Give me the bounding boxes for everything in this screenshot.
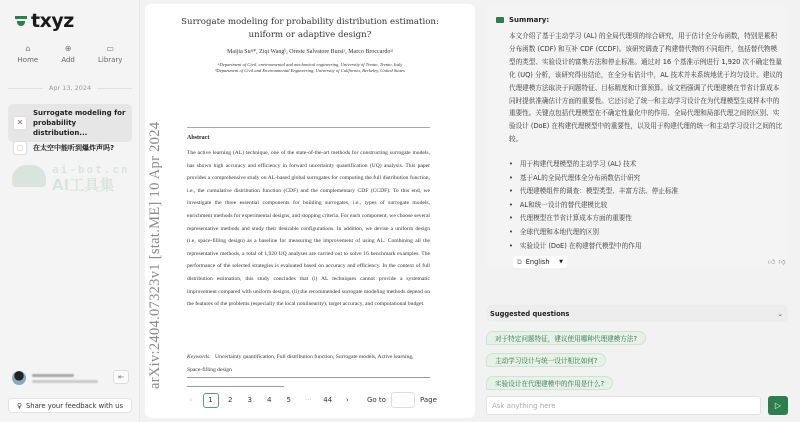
page-3[interactable]: 3 (247, 396, 252, 404)
logo-icon (15, 16, 27, 26)
redacted-user-info (32, 374, 98, 383)
suggested-question[interactable]: 主动学习设计与统一设计相比如何? (486, 353, 606, 367)
nav-library[interactable]: ▭ Library (97, 44, 123, 64)
sidebar-nav (0, 44, 140, 64)
divider (187, 127, 430, 128)
feedback-thumbs (768, 257, 785, 266)
chat-icon: ◌ (13, 141, 27, 155)
chevron-down-icon: ⌄ (777, 309, 783, 318)
prev-page-button[interactable]: ‹ (189, 396, 193, 404)
watermark-logo-icon (12, 165, 46, 187)
plus-circle-icon: ⊕ (64, 44, 72, 53)
lightbulb-icon: ♀ (16, 401, 22, 410)
nav-home[interactable]: ⌂ Home (17, 44, 39, 64)
nav-add[interactable]: ⊕ Add (61, 44, 75, 64)
chat-input[interactable] (486, 396, 761, 415)
pdf-viewer (145, 4, 475, 418)
home-icon: ⌂ (25, 44, 31, 53)
send-icon: ▷ (774, 401, 782, 410)
keywords: Keywords: Uncertainty quantification, Full distribution function, Surrogate models, Active learning, Space-filling design (187, 354, 414, 373)
arxiv-stamp: arXiv:2404.07323v1 [stat.ME] 10 Apr 2024 (147, 121, 163, 389)
caret-down-icon: ▼ (559, 259, 563, 265)
suggested-questions-header[interactable]: Suggested questions ⌄ (486, 305, 788, 322)
footnote-rule (187, 386, 284, 387)
summary-text: 本文介绍了基于主动学习 (AL) 的全局代理项的综合研究，用于估计全分布函数，特别是累积分布函数 (CDF) 和互补 CDF (CCDF)。该研究调查了构建替代物的不同组件，包括替代物模型的类型、实验设计的富集方法和停止标准。通过对 16 个基准示例进行 1,920 次不确定性量化 (UQ) 分析，该研究得出结论，在全分布估计中，AL 技术并未系统地优于均匀设计。建议的代理建模方法取决于问题特征、目标精度和计算预算。该文档强调了代理建模在节省计算成本同时提供准确估计方面的重要性。它还讨论了统一和主动学习设计在为代理模型生成样本中的重要性。关键点包括代理模型在不确定性量化中的作用、全局代理和局部代理之间的区别、实验设计 (DoE) 在构建代理模型中的重要性，以及用于构建代理的统一和主动学习设计之间的比较。 (509, 32, 783, 144)
suggested-question[interactable]: 对于特定问题特征，建议使用哪种代理建模方法? (486, 331, 646, 345)
page-label: Page (419, 396, 437, 404)
bullet-item: • 基于AL的全局代理体全分布函数估计研究 (509, 172, 678, 186)
page-2[interactable]: 2 (228, 396, 233, 404)
user-profile[interactable] (12, 371, 98, 385)
suggested-question[interactable]: 实验设计在代理建模中的作用是什么? (486, 376, 613, 390)
bullet-item: • 代理模型在节省计算成本方面的重要性 (509, 212, 678, 226)
date-separator: Apr 13, 2024 (8, 84, 132, 92)
send-button[interactable] (768, 396, 788, 415)
summary-header: Summary: (496, 16, 549, 24)
thumbs-up-icon[interactable]: 👍︎ (768, 258, 776, 266)
paper-affiliations: ᵃDepartment of Civil, environmental and mechanical engineering, University of Trento, Trento, Italy ᵇDepartment of Civil and Environmental Engineering, University of California, Berkeley, United States (215, 62, 405, 73)
thumbs-down-icon[interactable]: 👎︎ (778, 258, 786, 266)
history-item[interactable]: ◌ 在太空中能听到爆炸声吗? (8, 137, 132, 159)
goto-page-input[interactable] (391, 392, 415, 408)
pdf-icon: ✕ (13, 116, 27, 130)
logo[interactable]: txyz (15, 10, 74, 32)
page-4[interactable]: 4 (267, 396, 272, 404)
book-icon: ▭ (106, 44, 114, 53)
paper-title: Surrogate modeling for probability distribution estimation: uniform or adaptive design? (181, 17, 439, 40)
page-5[interactable]: 5 (286, 396, 291, 404)
avatar (12, 371, 26, 385)
goto-label: Go to (367, 396, 386, 404)
page-44[interactable]: 44 (323, 396, 333, 404)
bullet-item: • 实验设计 (DoE) 在构建替代模型中的作用 (509, 240, 678, 254)
summary-card (486, 5, 788, 267)
bullet-item: • AL和统一设计的替代建模比较 (509, 199, 678, 213)
next-page-button[interactable]: › (345, 396, 349, 404)
watermark: ai-bot.cn AI工具集 (12, 163, 130, 195)
translate-icon: ⧉ (517, 257, 522, 266)
bullet-item: • 用于构建代理模型的主动学习 (AL) 技术 (509, 158, 678, 172)
bullet-item: • 代理建模组件的调查：模型类型、丰富方法、停止标准 (509, 185, 678, 199)
pagination (181, 390, 437, 410)
summary-bullets (509, 158, 678, 253)
paper-authors: Maijia Suᵃʲ*, Ziqi Wangᵇ, Oreste Salvatore Bursiᵃ, Marco Broccardoᵃʲ (227, 49, 393, 55)
abstract-text: The active learning (AL) technique, one of the state-of-the-art methods for constructing surrogate models, has shown high accuracy and efficiency in forward uncertainty quantification (UQ) analysis. This paper provides a comprehensive study on AL-based global surrogates for computing the full distribution function, i.e., the cumulative distribution function (CDF) and the complementary CDF (CCDF). To this end, we investigate the three essential components for building surrogates, i.e., types of surrogate models, enrichment methods for experimental designs, and stopping criteria. For each component, we choose several representative methods and study their desirable configurations. In addition, we devise a uniform design (i.e, space-filling design) as a baseline for measuring the improvement of using AL. Combining all the representative methods, a total of 1,920 UQ analyses are carried out to solve 16 benchmark examples. The performance of the selected strategies is evaluated based on accuracy and efficiency. In the context of full distribution estimation, this study concludes that (i) AL techniques cannot provide a systematic improvement compared with uniform designs, (ii) the recommended surrogate modeling methods depend on the features of the problems (especially the local nonlinearity), target accuracy, and computational budget. (187, 150, 430, 308)
sidebar (0, 0, 140, 422)
chat-panel (480, 0, 800, 422)
divider (187, 377, 430, 378)
collapse-sidebar-button[interactable]: ⇤ (113, 370, 129, 384)
txyz-logo-icon (496, 17, 504, 23)
feedback-button[interactable]: ♀ Share your feedback with us (8, 398, 132, 413)
page-ellipsis[interactable]: ··· (304, 396, 312, 404)
bullet-item: • 全球代理和本地代理的区别 (509, 226, 678, 240)
history-item[interactable]: ✕ Surrogate modeling for probability distribution... (8, 104, 132, 142)
page-1[interactable]: 1 (203, 393, 219, 408)
language-select[interactable]: ⧉ English ▼ (513, 256, 567, 268)
abstract-heading: Abstract (187, 135, 210, 141)
